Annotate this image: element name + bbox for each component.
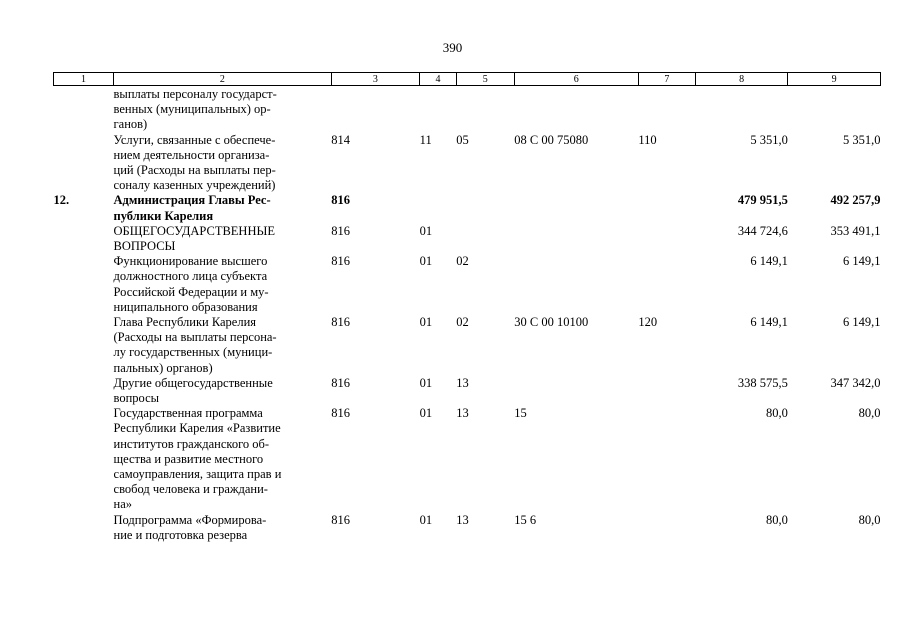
amount-year-1: 6 149,1	[750, 254, 788, 269]
column-number-row	[54, 73, 881, 86]
amount-year-1: 5 351,0	[750, 132, 788, 147]
subsection-code: 13	[456, 375, 469, 390]
ministry-code: 814	[331, 132, 350, 147]
row-name: Глава Республики Карелия (Расходы на выплаты персона- лу государственных (муници- пальных) органов)	[113, 315, 277, 375]
column-header: 4	[420, 73, 457, 86]
row-number	[54, 406, 114, 512]
column-header: 3	[331, 73, 419, 86]
target-article	[514, 193, 638, 223]
page-number: 390	[442, 40, 463, 55]
target-article: 30 С 00 10100	[514, 315, 589, 330]
target-article	[514, 254, 638, 315]
table-row	[54, 315, 881, 376]
subsection-code: 13	[456, 406, 469, 421]
amount-year-2: 80,0	[858, 406, 881, 421]
expense-type	[638, 406, 695, 512]
table-row	[54, 133, 881, 194]
column-header: 1	[54, 73, 114, 86]
row-number	[54, 315, 114, 376]
ministry-code: 816	[331, 315, 350, 330]
subsection-code: 02	[456, 254, 469, 269]
row-name: Другие общегосударственные вопросы	[113, 375, 273, 406]
section-code: 11	[419, 132, 432, 147]
target-article: 08 С 00 75080	[514, 132, 589, 147]
row-number	[54, 254, 114, 315]
subsection-code: 02	[456, 315, 469, 330]
amount-year-1: 344 724,6	[737, 223, 788, 238]
subsection-code	[456, 86, 514, 133]
ministry-code	[331, 86, 419, 133]
expense-type: 110	[638, 132, 657, 147]
row-name: ОБЩЕГОСУДАРСТВЕННЫЕ ВОПРОСЫ	[113, 223, 276, 254]
section-code: 01	[419, 512, 433, 527]
target-article: 15 6	[514, 512, 537, 527]
subsection-code: 13	[456, 512, 469, 527]
section-code	[420, 193, 457, 223]
row-number	[54, 376, 114, 406]
ministry-code: 816	[331, 223, 350, 238]
amount-year-1: 80,0	[765, 406, 788, 421]
row-name: выплаты персоналу государст- венных (муниципальных) ор- ганов)	[113, 87, 277, 132]
row-number: 12.	[53, 193, 70, 208]
table-row	[54, 254, 881, 315]
target-article	[514, 86, 638, 133]
expense-type	[638, 254, 695, 315]
section-code	[420, 86, 457, 133]
row-number	[54, 513, 114, 543]
table-row	[54, 193, 881, 223]
table-row	[54, 86, 881, 133]
amount-year-1: 479 951,5	[737, 193, 788, 208]
ministry-code: 816	[331, 254, 350, 269]
row-number	[54, 86, 114, 133]
section-code: 01	[419, 406, 433, 421]
amount-year-2: 6 149,1	[843, 254, 881, 269]
expense-type: 120	[638, 315, 658, 330]
target-article	[514, 376, 638, 406]
subsection-code: 05	[456, 132, 469, 147]
ministry-code: 816	[331, 406, 350, 421]
expense-type	[638, 224, 695, 254]
target-article	[514, 224, 638, 254]
amount-year-1: 80,0	[765, 512, 788, 527]
table-row	[54, 513, 881, 543]
column-header: 8	[695, 73, 788, 86]
column-header: 7	[638, 73, 695, 86]
row-name: Услуги, связанные с обеспече- нием деятельности организа- ций (Расходы на выплаты пер- соналу казенных учреждений)	[113, 132, 276, 193]
section-code: 01	[419, 375, 433, 390]
row-name: Функционирование высшего должностного лица субъекта Российской Федерации и му- ниципального образования	[113, 254, 269, 314]
row-name: Государственная программа Республики Карелия «Развитие институтов гражданского об- щества и развитие местного самоуправления, защита прав и свобод человека и граждани- на»	[113, 406, 282, 512]
section-code: 01	[419, 254, 433, 269]
column-header: 9	[788, 73, 881, 86]
column-header: 5	[456, 73, 514, 86]
subsection-code	[456, 224, 514, 254]
row-name: Подпрограмма «Формирова- ние и подготовка резерва	[113, 512, 267, 542]
amount-year-2: 492 257,9	[830, 193, 881, 208]
row-number	[54, 133, 114, 194]
column-header: 2	[114, 73, 332, 86]
amount-year-2: 5 351,0	[843, 132, 881, 147]
target-article: 15	[514, 406, 527, 421]
amount-year-1: 6 149,1	[750, 315, 788, 330]
ministry-code: 816	[331, 375, 350, 390]
table-row	[54, 224, 881, 254]
amount-year-1: 338 575,5	[737, 375, 788, 390]
row-name: Администрация Главы Рес- публики Карелия	[113, 193, 271, 223]
amount-year-1	[695, 86, 788, 133]
amount-year-2: 347 342,0	[830, 375, 881, 390]
amount-year-2: 6 149,1	[843, 315, 881, 330]
section-code: 01	[419, 223, 433, 238]
expense-type	[638, 376, 695, 406]
amount-year-2: 353 491,1	[830, 223, 881, 238]
section-code: 01	[419, 315, 433, 330]
expense-type	[638, 86, 695, 133]
row-number	[54, 224, 114, 254]
column-header: 6	[514, 73, 638, 86]
ministry-code: 816	[331, 193, 350, 208]
table-row	[54, 406, 881, 512]
subsection-code	[456, 193, 514, 223]
expense-type	[638, 193, 695, 223]
amount-year-2	[788, 86, 881, 133]
budget-table	[53, 72, 881, 543]
expense-type	[638, 513, 695, 543]
amount-year-2: 80,0	[858, 512, 881, 527]
ministry-code: 816	[331, 512, 350, 527]
table-row	[54, 376, 881, 406]
